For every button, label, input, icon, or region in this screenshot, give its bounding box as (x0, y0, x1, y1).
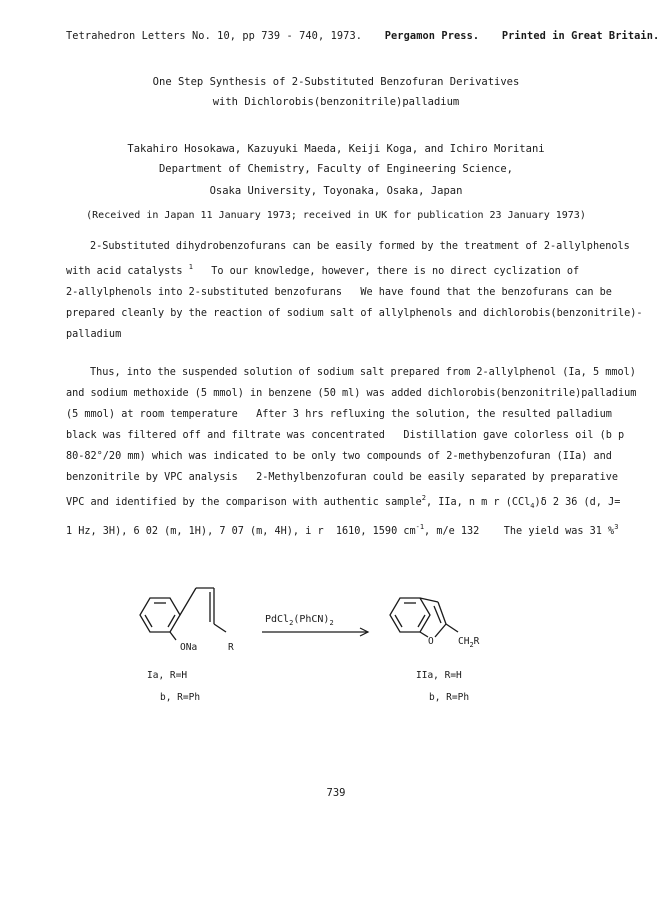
reagent-label: $PdCl_2(PhCN)_2$ (265, 614, 334, 627)
text-fragment: 1 Hz, 3H), 6 02 (m, 1H), 7 07 (m, 4H), i r 1610, 1590 cm (66, 526, 416, 537)
paragraph-experimental (66, 362, 636, 542)
compound-label-IIa: IIa, R=H (416, 670, 462, 681)
ch2r-label: $CH_2R$ (458, 636, 480, 649)
received-dates: (Received in Japan 11 January 1973; received in UK for publication 23 January 1973) (86, 210, 586, 221)
allyl-chain (180, 588, 196, 615)
allylphenolate-structure (140, 588, 226, 640)
text-fragment: )δ 2 36 (d, J= (534, 497, 621, 508)
superscript: -1 (415, 523, 425, 531)
text-fragment: , m/e 132 The yield was 31 % (424, 526, 615, 537)
printed-in: Printed in Great Britain. (501, 30, 660, 42)
benzofuran-structure (390, 598, 458, 637)
text-line: Thus, into the suspended solution of sodium salt prepared from 2-allylphenol (Ia, 5 mmol) (90, 367, 636, 378)
text-line (66, 517, 636, 542)
text-line: prepared cleanly by the reaction of sodium salt of allylphenols and dichlorobis(benzonitrile)- (66, 308, 643, 319)
reaction-arrow (262, 628, 368, 636)
paper-title-line2: with Dichlorobis(benzonitrile)palladium (212, 96, 460, 108)
text-line (66, 488, 636, 517)
page-number: 739 (326, 787, 346, 799)
text-line (66, 257, 626, 282)
text-line: and sodium methoxide (5 mmol) in benzene (50 ml) was added dichlorobis(benzonitrile)palladium (66, 388, 637, 399)
paper-title-line1: One Step Synthesis of 2-Substituted Benzofuran Derivatives (152, 76, 520, 88)
ona-label: ONa (180, 642, 198, 653)
journal-citation: Tetrahedron Letters No. 10, pp 739 - 740, 1973. (66, 30, 363, 42)
text-line: benzonitrile by VPC analysis 2-Methylbenzofuran could be easily separated by preparative (66, 472, 619, 483)
reference-superscript: 1 (188, 263, 193, 271)
author-list: Takahiro Hosokawa, Kazuyuki Maeda, Keiji Koga, and Ichiro Moritani (127, 143, 545, 155)
reaction-scheme (0, 580, 672, 690)
text-line: palladium (66, 329, 122, 340)
subscript: 4 (530, 502, 535, 510)
furan-oxygen-label: O (428, 636, 434, 647)
paragraph-intro (66, 236, 643, 345)
text-line: 2-Substituted dihydrobenzofurans can be easily formed by the treatment of 2-allylphenols (90, 241, 630, 252)
compound-label-Ia: Ia, R=H (147, 670, 188, 681)
running-header (66, 30, 659, 42)
compound-label-Ib: b, R=Ph (160, 692, 201, 703)
publisher: Pergamon Press. (384, 30, 480, 42)
affiliation: Osaka University, Toyonaka, Osaka, Japan (209, 185, 463, 197)
text-fragment: , IIa, n m r (CCl (425, 497, 531, 508)
text-fragment: with acid catalysts (66, 266, 183, 277)
text-line: 2-allylphenols into 2-substituted benzofurans We have found that the benzofurans can be (66, 287, 612, 298)
text-line: 80-82°/20 mm) which was indicated to be only two compounds of 2-methybenzofuran (IIa) and (66, 451, 612, 462)
reference-superscript: 3 (614, 523, 619, 531)
compound-label-IIb: b, R=Ph (429, 692, 470, 703)
text-line: black was filtered off and filtrate was concentrated Distillation gave colorless oil (b p (66, 430, 625, 441)
r-group-label: R (228, 642, 234, 653)
text-fragment: VPC and identified by the comparison with authentic sample (66, 497, 422, 508)
department: Department of Chemistry, Faculty of Engineering Science, (158, 163, 513, 175)
text-line: (5 mmol) at room temperature After 3 hrs refluxing the solution, the resulted palladium (66, 409, 612, 420)
reference-superscript: 2 (421, 494, 426, 502)
text-fragment: To our knowledge, however, there is no direct cyclization of (211, 266, 580, 277)
